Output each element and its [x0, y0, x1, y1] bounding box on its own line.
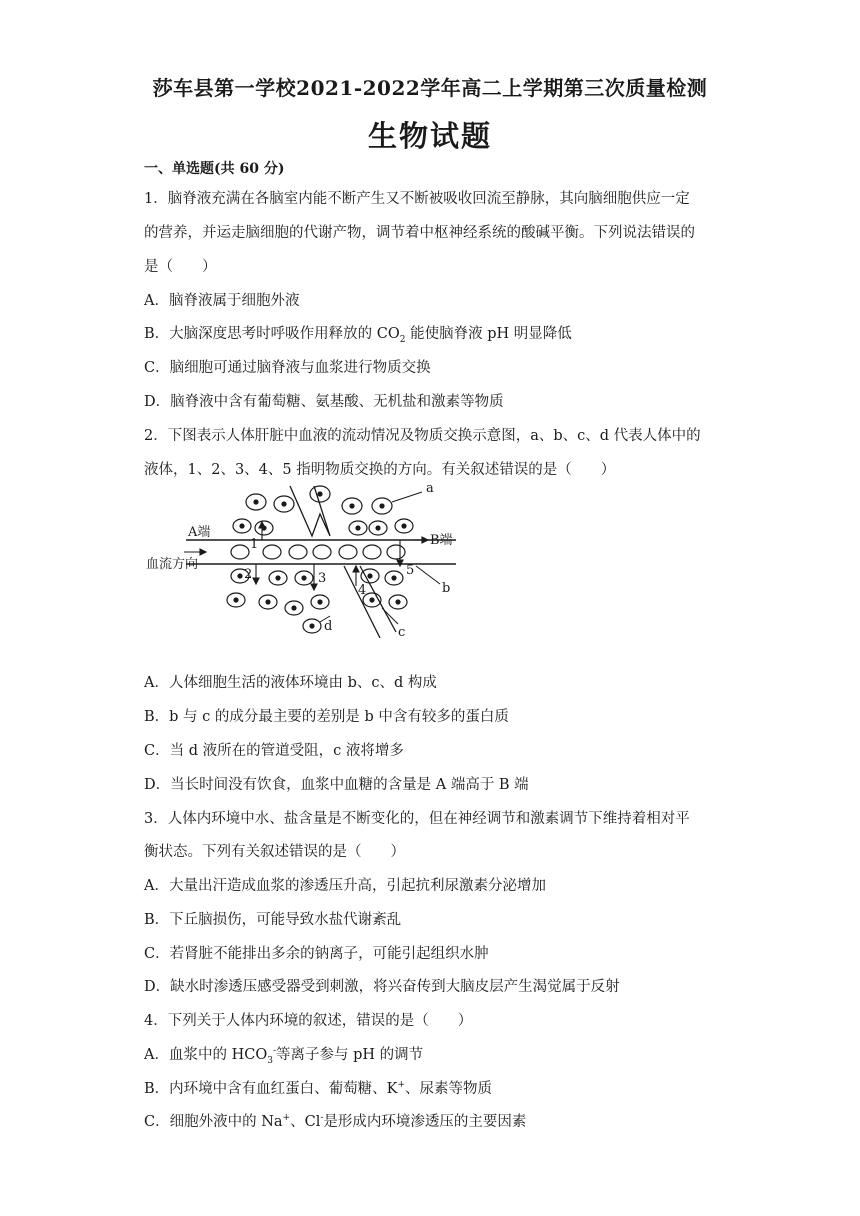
q1-option-b-text-end: 能使脑脊液 pH 明显降低 — [405, 326, 572, 342]
q4-option-a-text: A．血浆中的 HCO — [144, 1047, 268, 1063]
diagram-label-a-end: A端 — [188, 525, 211, 540]
diagram-label-b-end: B端 — [430, 533, 453, 548]
q3-stem-line-2: 衡状态。下列有关叙述错误的是（ ） — [144, 844, 405, 860]
q4-option-a-text-end: 等离子参与 pH 的调节 — [276, 1047, 424, 1063]
q1-option-b-subscript: 2 — [399, 334, 406, 345]
diagram-label-b: b — [442, 581, 451, 596]
q4-option-b-text: B．内环境中含有血红蛋白、葡萄糖、K — [144, 1081, 398, 1097]
diagram-num-3: 3 — [318, 571, 327, 586]
q2-stem-line-1: 2．下图表示人体肝脏中血液的流动情况及物质交换示意图，a、b、c、d 代表人体中的 — [144, 428, 701, 444]
liver-blood-flow-diagram — [144, 478, 464, 658]
q1-stem-line-3: 是（ ） — [144, 259, 217, 275]
q3-option-d: D．缺水时渗透压感受器受到刺激，将兴奋传到大脑皮层产生渴觉属于反射 — [144, 979, 620, 995]
q1-option-b — [144, 322, 572, 345]
q4-option-a-subscript: 3 — [267, 1055, 273, 1066]
q3-stem-line-1: 3．人体内环境中水、盐含量是不断变化的，但在神经调节和激素调节下维持着相对平 — [144, 811, 690, 827]
q2-stem-line-2: 液体，1、2、3、4、5 指明物质交换的方向。有关叙述错误的是（ ） — [144, 462, 616, 478]
diagram-num-1: 1 — [250, 537, 259, 552]
q4-option-a-superscript: - — [272, 1046, 276, 1057]
q4-option-c-superscript-2: - — [320, 1113, 324, 1124]
q2-option-a: A．人体细胞生活的液体环境由 b、c、d 构成 — [144, 675, 437, 691]
q2-option-d: D．当长时间没有饮食，血浆中血糖的含量是 A 端高于 B 端 — [144, 777, 529, 793]
q1-option-b-text: B．大脑深度思考时呼吸作用释放的 CO — [144, 326, 400, 342]
q3-option-c: C．若肾脏不能排出多余的钠离子，可能引起组织水肿 — [144, 946, 489, 962]
q2-option-c: C．当 d 液所在的管道受阻，c 液将增多 — [144, 743, 404, 759]
q4-option-c-text-mid: 、Cl — [290, 1114, 321, 1130]
q1-option-a: A．脑脊液属于细胞外液 — [144, 293, 300, 309]
q4-option-b — [144, 1077, 492, 1098]
q4-option-c — [144, 1110, 526, 1131]
q4-option-b-text-end: 、尿素等物质 — [405, 1081, 493, 1097]
q4-option-a — [144, 1043, 423, 1066]
q2-option-b: B．b 与 c 的成分最主要的差别是 b 中含有较多的蛋白质 — [144, 709, 509, 725]
q1-stem-line-1: 1．脑脊液充满在各脑室内能不断产生又不断被吸收回流至静脉，其向脑细胞供应一定 — [144, 191, 690, 207]
q4-option-c-superscript-1: + — [282, 1113, 291, 1124]
q3-option-a: A．大量出汗造成血浆的渗透压升高，引起抗利尿激素分泌增加 — [144, 878, 546, 894]
q3-option-b: B．下丘脑损伤，可能导致水盐代谢紊乱 — [144, 912, 402, 928]
q4-option-c-text-end: 是形成内环境渗透压的主要因素 — [323, 1114, 527, 1130]
exam-title: 莎车县第一学校2021-2022学年高二上学期第三次质量检测 — [152, 76, 708, 100]
q4-stem: 4．下列关于人体内环境的叙述，错误的是（ ） — [144, 1013, 473, 1029]
q1-option-d: D．脑脊液中含有葡萄糖、氨基酸、无机盐和激素等物质 — [144, 394, 504, 410]
diagram-label-a: a — [426, 481, 434, 496]
diagram-label-d: d — [324, 619, 333, 634]
diagram-num-4: 4 — [358, 583, 367, 598]
pointer-b — [416, 566, 440, 584]
q4-option-b-superscript: + — [397, 1080, 406, 1091]
diagram-num-5: 5 — [406, 563, 415, 578]
q4-option-c-text: C．细胞外液中的 Na — [144, 1114, 283, 1130]
diagram-label-c: c — [398, 625, 406, 640]
subject-title: 生物试题 — [367, 119, 492, 153]
q1-option-c: C．脑细胞可通过脑脊液与血浆进行物质交换 — [144, 360, 431, 376]
diagram-num-2: 2 — [244, 567, 253, 582]
q1-stem-line-2: 的营养，并运走脑细胞的代谢产物，调节着中枢神经系统的酸碱平衡。下列说法错误的 — [144, 225, 695, 241]
pointer-a — [392, 492, 422, 502]
diagram-label-flow-direction: 血流方向 — [146, 557, 199, 572]
section-heading: 一、单选题(共 60 分) — [144, 161, 285, 177]
